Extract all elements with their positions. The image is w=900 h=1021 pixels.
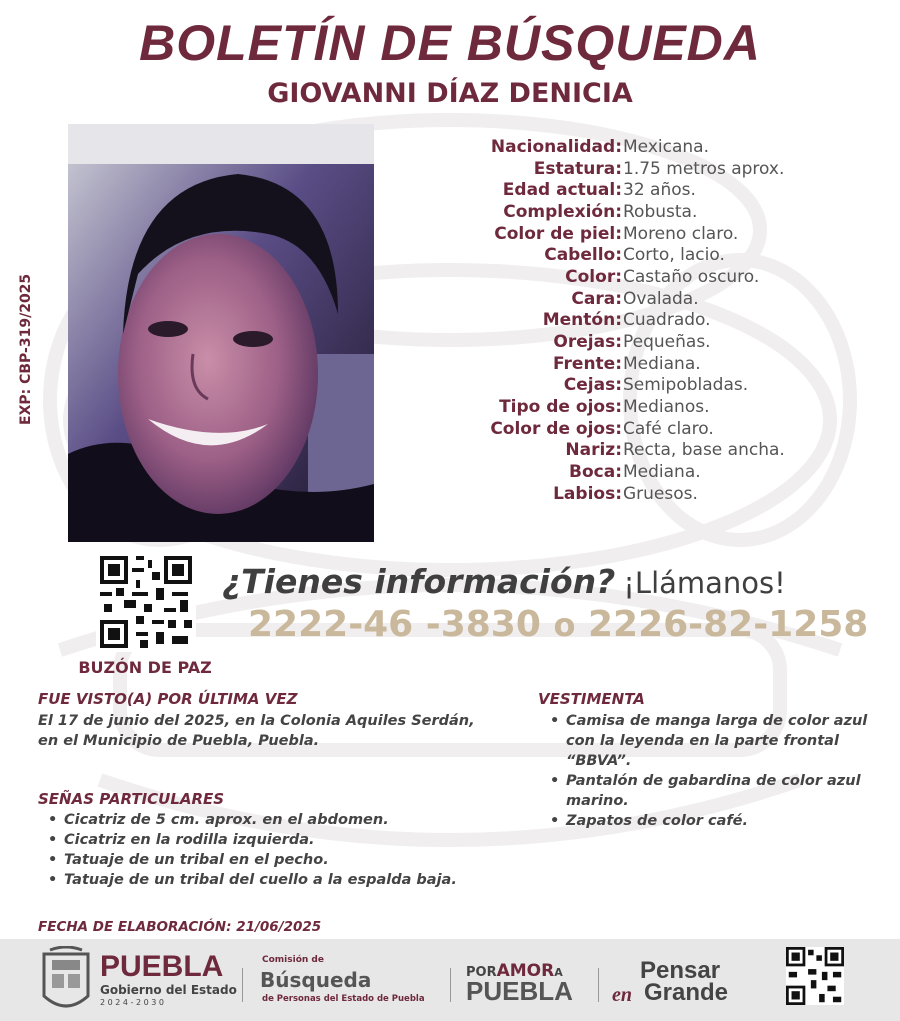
- footer-divider: [450, 968, 451, 1002]
- gobierno-text: Gobierno del Estado: [100, 983, 237, 997]
- clothing-item: • Zapatos de color café.: [540, 811, 870, 831]
- attr-value: Mediana.: [623, 353, 701, 374]
- clothing-item: • Camisa de manga larga de color azul con la leyenda en la parte frontal “BBVA”.: [540, 711, 870, 771]
- attr-row: [380, 396, 880, 418]
- attr-label: Nacionalidad:: [490, 136, 622, 157]
- info-prompt: [222, 562, 786, 601]
- mark-item: • Cicatriz de 5 cm. aprox. en el abdomen.: [38, 810, 518, 830]
- phone-number-2[interactable]: 2226-82-1258: [587, 604, 869, 645]
- call-us-text: ¡Llámanos!: [623, 566, 786, 600]
- marks-heading: SEÑAS PARTICULARES: [38, 790, 225, 808]
- amor-text: AMOR: [496, 961, 555, 981]
- attr-value: 1.75 metros aprox.: [623, 158, 785, 179]
- attr-row: [380, 483, 880, 505]
- last-seen-heading: FUE VISTO(A) POR ÚLTIMA VEZ: [38, 690, 298, 708]
- personas-text: de Personas del Estado de Puebla: [262, 994, 425, 1004]
- last-seen-line-1: El 17 de junio del 2025, en la Colonia Aquiles Serdán,: [38, 713, 475, 729]
- attr-value: Medianos.: [623, 397, 710, 418]
- physical-attributes: [380, 136, 880, 505]
- attr-value: Mexicana.: [623, 136, 709, 157]
- attr-label: Edad actual:: [502, 180, 622, 201]
- attr-label: Boca:: [569, 462, 622, 483]
- puebla-text-2: PUEBLA: [466, 976, 573, 1006]
- attr-label: Color de piel:: [494, 223, 622, 244]
- attr-label: Nariz:: [565, 440, 622, 461]
- attr-label: Orejas:: [553, 332, 622, 353]
- mark-item: • Cicatriz en la rodilla izquierda.: [38, 830, 518, 850]
- puebla-logo-text: PUEBLA: [100, 950, 224, 983]
- a-text: A: [554, 966, 563, 979]
- phone-numbers: [248, 604, 868, 645]
- periodo-text: 2 0 2 4 - 2 0 3 0: [100, 998, 164, 1007]
- comision-text: Comisión de: [262, 955, 324, 965]
- attr-row: [380, 201, 880, 223]
- attr-value: Moreno claro.: [623, 223, 739, 244]
- attr-value: 32 años.: [623, 180, 696, 201]
- pensar-text: Pensar: [640, 957, 721, 984]
- attr-label: Complexión:: [503, 201, 622, 222]
- phone-connector: o: [553, 606, 576, 644]
- attr-value: Gruesos.: [623, 483, 698, 504]
- elaboration-date: FECHA DE ELABORACIÓN: 21/06/2025: [38, 919, 322, 935]
- attr-label: Cejas:: [563, 375, 622, 396]
- buzon-qr-code[interactable]: [96, 552, 196, 652]
- attr-row: [380, 136, 880, 158]
- attr-row: [380, 179, 880, 201]
- attr-label: Mentón:: [542, 310, 622, 331]
- attr-value: Mediana.: [623, 462, 701, 483]
- attr-value: Ovalada.: [623, 288, 699, 309]
- footer-divider: [242, 968, 243, 1002]
- grande-text: Grande: [644, 979, 729, 1006]
- attr-label: Frente:: [553, 353, 622, 374]
- attr-value: Pequeñas.: [623, 332, 711, 353]
- buzon-label: BUZÓN DE PAZ: [78, 658, 212, 677]
- attr-value: Robusta.: [623, 201, 698, 222]
- attr-value: Castaño oscuro.: [623, 266, 760, 287]
- en-text: en: [612, 984, 632, 1006]
- attr-row: [380, 331, 880, 353]
- attr-label: Color de ojos:: [490, 418, 622, 439]
- clothing-item: • Pantalón de gabardina de color azul marino.: [540, 771, 870, 811]
- info-question: ¿Tienes información?: [222, 562, 616, 601]
- attr-row: [380, 223, 880, 245]
- bulletin-title: BOLETÍN DE BÚSQUEDA: [139, 15, 761, 71]
- attr-row: [380, 288, 880, 310]
- attr-label: Cabello:: [544, 245, 622, 266]
- attr-value: Cuadrado.: [623, 310, 711, 331]
- attr-row: [380, 418, 880, 440]
- attr-value: Corto, lacio.: [623, 245, 725, 266]
- attr-row: [380, 440, 880, 462]
- attr-label: Labios:: [553, 483, 622, 504]
- attr-row: [380, 310, 880, 332]
- busqueda-text: Búsqueda: [260, 968, 372, 992]
- mark-item: • Tatuaje de un tribal del cuello a la espalda baja.: [38, 870, 518, 890]
- attr-row: [380, 375, 880, 397]
- attr-row: [380, 244, 880, 266]
- footer-divider: [598, 968, 599, 1002]
- por-text: POR: [466, 965, 497, 980]
- attr-row: [380, 353, 880, 375]
- clothing-list: [540, 711, 870, 831]
- last-seen-line-2: en el Municipio de Puebla, Puebla.: [38, 733, 320, 749]
- attr-label: Color:: [565, 266, 622, 287]
- case-number: EXP: CBP-319/2025: [18, 273, 34, 425]
- person-photo: [68, 124, 374, 542]
- attr-value: Recta, base ancha.: [623, 440, 785, 461]
- attr-label: Tipo de ojos:: [499, 397, 622, 418]
- attr-value: Café claro.: [623, 418, 714, 439]
- puebla-seal-icon: [40, 946, 92, 1016]
- attr-row: [380, 158, 880, 180]
- mark-item: • Tatuaje de un tribal en el pecho.: [38, 850, 518, 870]
- attr-value: Semipobladas.: [623, 375, 749, 396]
- attr-label: Estatura:: [533, 158, 622, 179]
- missing-person-name: GIOVANNI DÍAZ DENICIA: [267, 78, 633, 109]
- footer-qr-code[interactable]: [786, 947, 844, 1005]
- attr-row: [380, 266, 880, 288]
- attr-label: Cara:: [571, 288, 622, 309]
- attr-row: [380, 461, 880, 483]
- phone-number-1[interactable]: 2222-46 -3830: [248, 604, 541, 645]
- clothing-heading: VESTIMENTA: [538, 690, 645, 708]
- marks-list: [38, 810, 518, 890]
